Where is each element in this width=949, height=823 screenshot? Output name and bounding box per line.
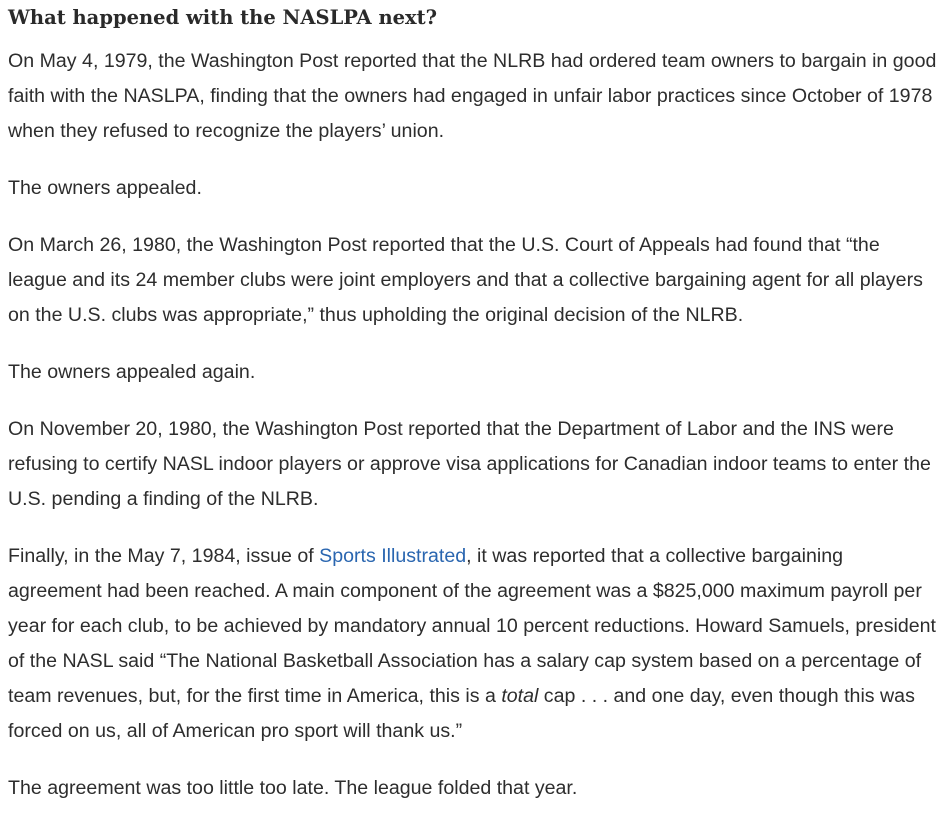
paragraph-3: On March 26, 1980, the Washington Post reported that the U.S. Court of Appeals had found that “the league and its 24 member clubs were joint employers and that a collective bargaining agent for all players on the U.S. clubs was appropriate,” thus upholding the original decision of the NLRB. bbox=[8, 234, 923, 326]
paragraph-7: The agreement was too little too late. The league folded that year. bbox=[8, 777, 578, 799]
paragraph-6-text-after-link: , it was reported that a collective bargaining agreement had been reached. A main component of the agreement was a $825,000 maximum payroll per year for each club, to be achieved by mandatory annual 10 percent reductions. Howard Samuels, president of the NASL said “The National Basketball Association has a salary cap system based on a percentage of team revenues, but, for the first time in America, this is a bbox=[8, 545, 936, 707]
paragraph-6 bbox=[8, 539, 937, 749]
paragraph-2: The owners appealed. bbox=[8, 177, 202, 199]
paragraph-4: The owners appealed again. bbox=[8, 361, 256, 383]
paragraph-6-text-end: cap . . . and one day, even though this was forced on us, all of American pro sport will thank us.” bbox=[8, 685, 915, 742]
paragraph-5: On November 20, 1980, the Washington Post reported that the Department of Labor and the INS were refusing to certify NASL indoor players or approve visa applications for Canadian indoor teams to enter the U.S. pending a finding of the NLRB. bbox=[8, 418, 931, 510]
emphasis-total: total bbox=[501, 685, 539, 707]
sports-illustrated-link[interactable]: Sports Illustrated bbox=[319, 545, 467, 567]
section-heading: What happened with the NASLPA next? bbox=[8, 6, 438, 29]
paragraph-1: On May 4, 1979, the Washington Post reported that the NLRB had ordered team owners to bargain in good faith with the NASLPA, finding that the owners had engaged in unfair labor practices since October of 1978 when they refused to recognize the players’ union. bbox=[8, 50, 937, 142]
paragraph-6-text-before-link: Finally, in the May 7, 1984, issue of bbox=[8, 545, 320, 567]
article-body bbox=[8, 4, 937, 806]
